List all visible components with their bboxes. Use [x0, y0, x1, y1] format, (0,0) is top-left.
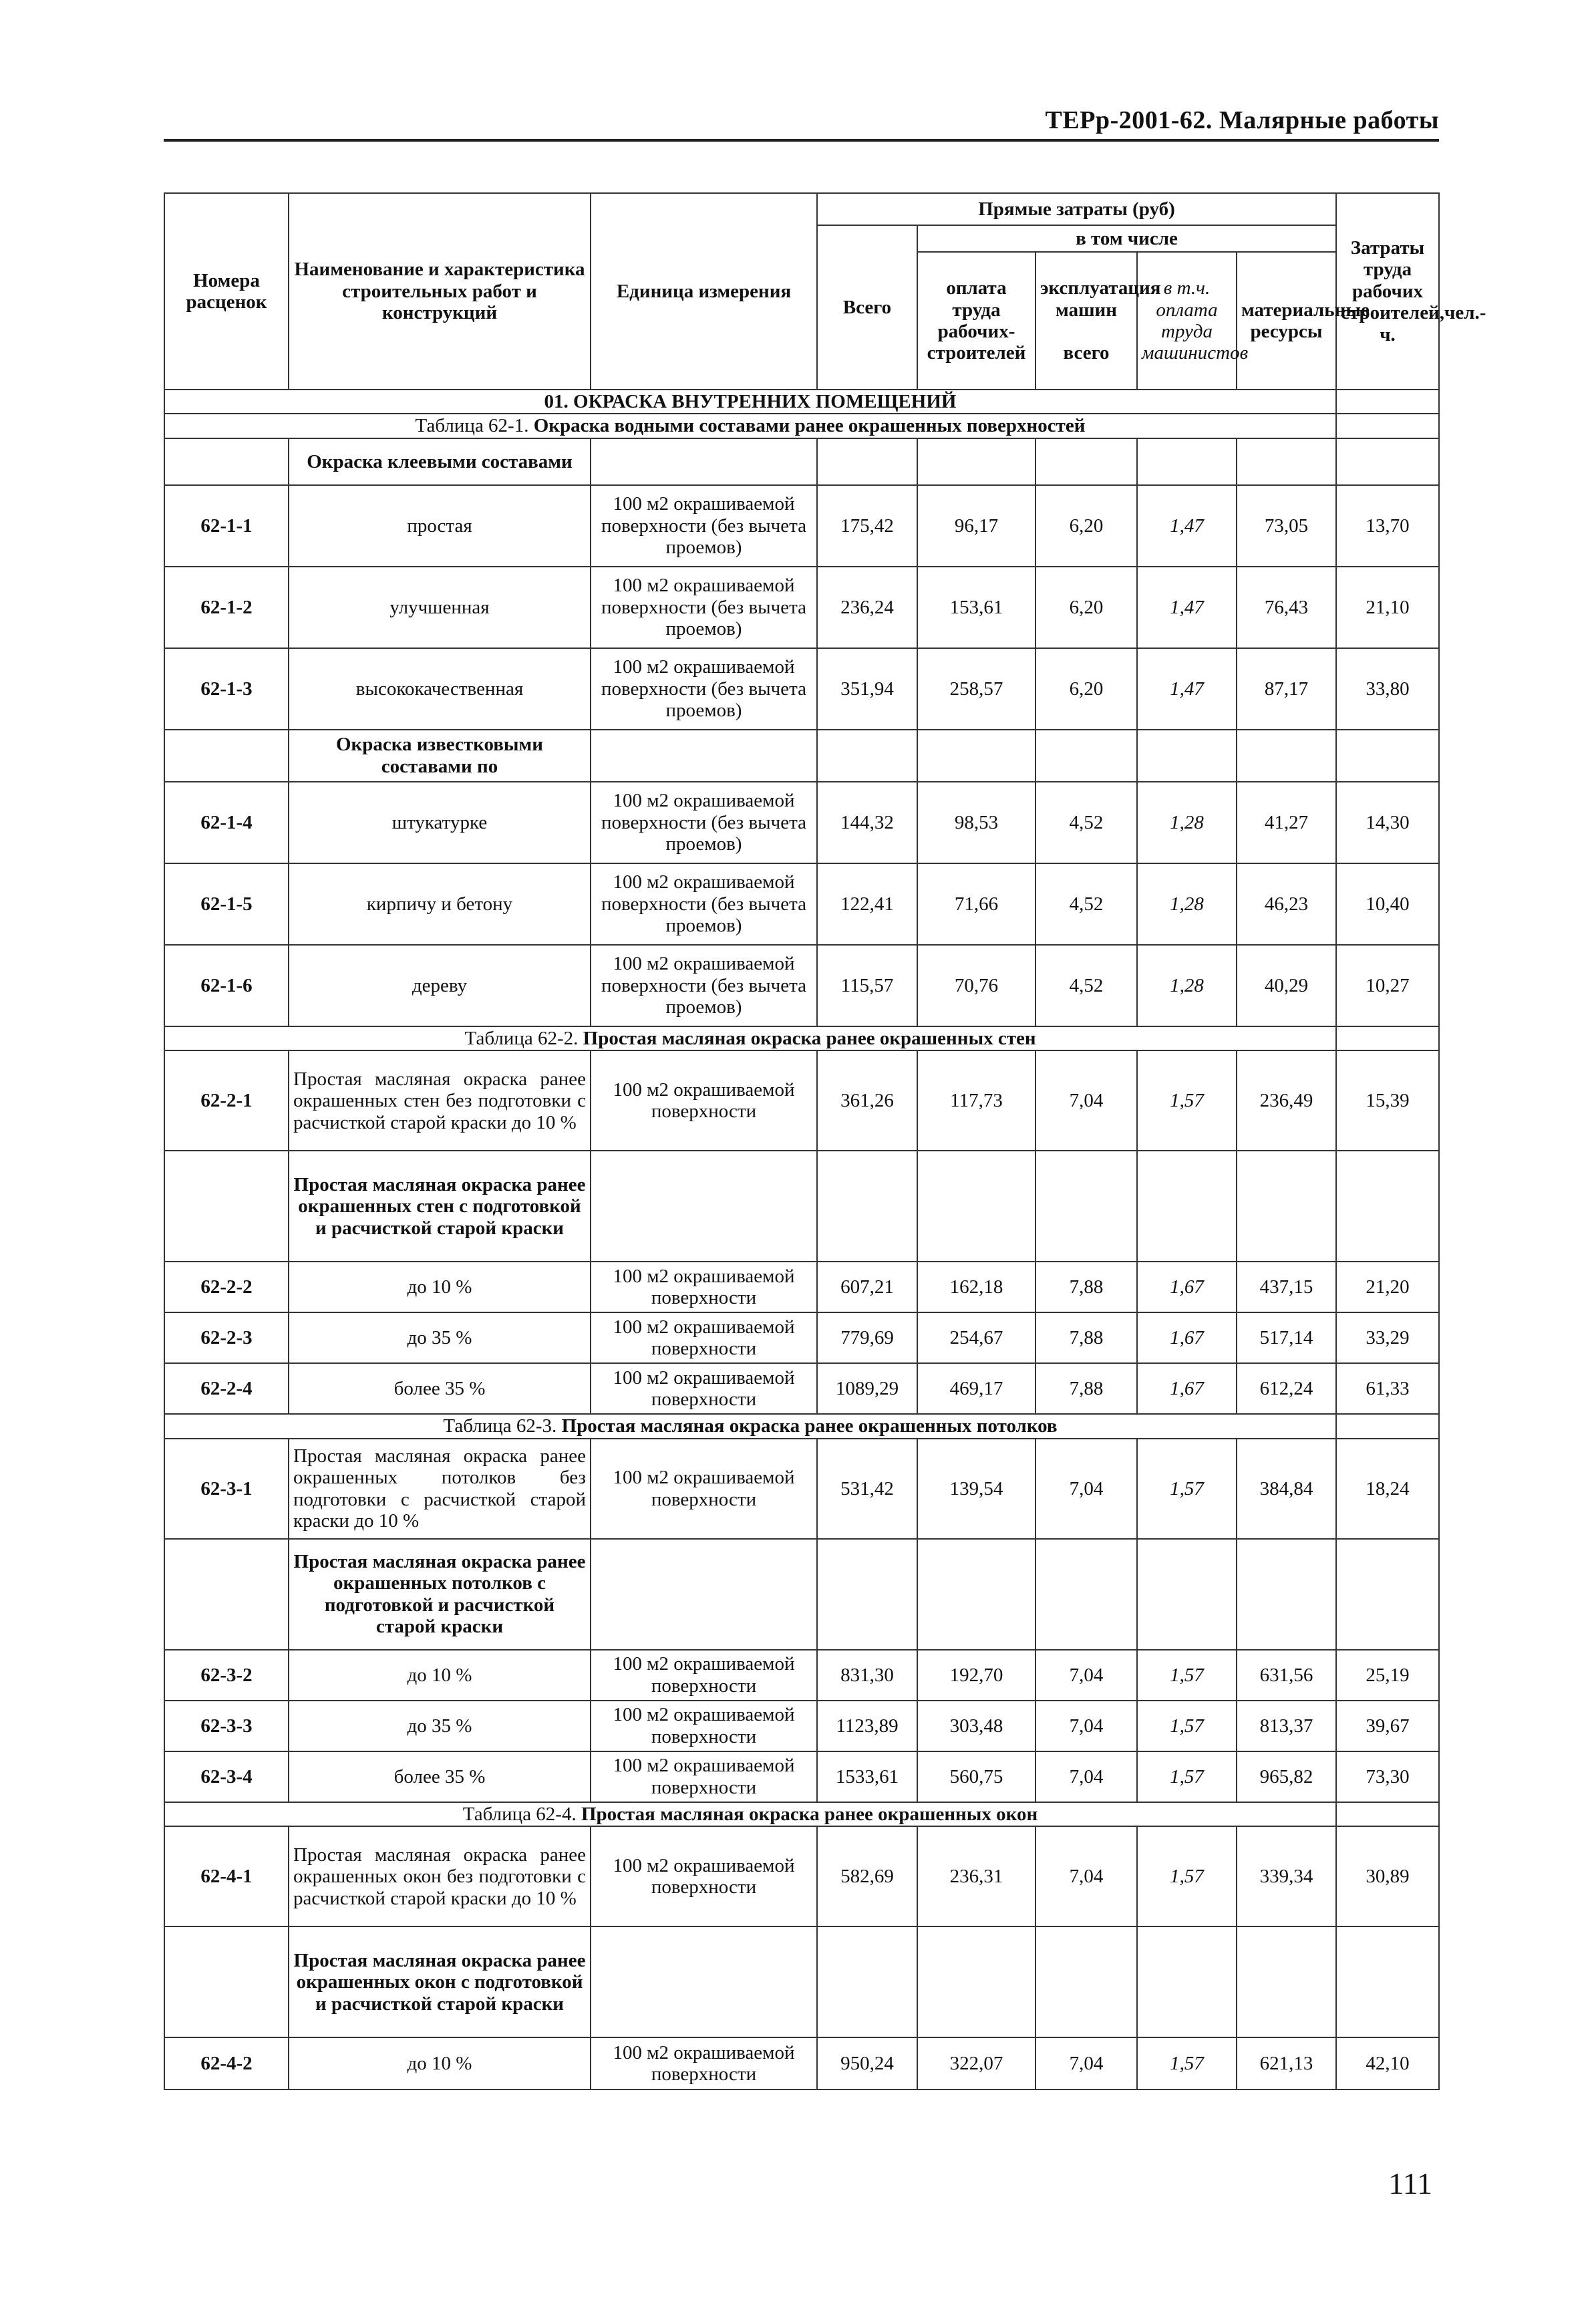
col-header-machines-total: всего — [1063, 342, 1110, 364]
machinists-cell: 1,28 — [1137, 945, 1237, 1026]
work-name: до 35 % — [289, 1701, 591, 1751]
col-header-incl: в том числе — [917, 225, 1336, 252]
materials-cell: 236,49 — [1237, 1050, 1336, 1151]
caption-prefix: Таблица 62-3. — [443, 1415, 562, 1437]
wages-cell: 469,17 — [917, 1363, 1035, 1414]
materials-cell: 87,17 — [1237, 648, 1336, 730]
labor-cell: 14,30 — [1336, 782, 1439, 863]
rate-code: 62-4-1 — [164, 1826, 289, 1926]
rate-code: 62-2-2 — [164, 1262, 289, 1312]
materials-cell: 813,37 — [1237, 1701, 1336, 1751]
empty-cell — [1336, 1414, 1439, 1438]
labor-cell: 73,30 — [1336, 1751, 1439, 1802]
machinists-cell: 1,67 — [1137, 1312, 1237, 1363]
empty-cell — [164, 1151, 289, 1262]
machines-cell: 7,04 — [1035, 1050, 1137, 1151]
wages-cell: 254,67 — [917, 1312, 1035, 1363]
rate-code: 62-1-2 — [164, 567, 289, 648]
table-row — [164, 1312, 1439, 1363]
rate-code: 62-4-2 — [164, 2037, 289, 2090]
materials-cell: 40,29 — [1237, 945, 1336, 1026]
rate-code: 62-3-2 — [164, 1650, 289, 1701]
unit-cell: 100 м2 окрашиваемой поверхности (без вычета проемов) — [591, 782, 817, 863]
wages-cell: 322,07 — [917, 2037, 1035, 2090]
unit-cell: 100 м2 окрашиваемой поверхности — [591, 1050, 817, 1151]
wages-cell: 70,76 — [917, 945, 1035, 1026]
table-row — [164, 1826, 1439, 1926]
machinists-cell: 1,47 — [1137, 567, 1237, 648]
total-cell: 831,30 — [817, 1650, 917, 1701]
materials-cell: 621,13 — [1237, 2037, 1336, 2090]
materials-cell: 612,24 — [1237, 1363, 1336, 1414]
materials-cell: 76,43 — [1237, 567, 1336, 648]
total-cell: 175,42 — [817, 485, 917, 567]
table-row — [164, 485, 1439, 567]
wages-cell: 162,18 — [917, 1262, 1035, 1312]
labor-cell: 39,67 — [1336, 1701, 1439, 1751]
col-header-labor: Затраты труда рабочих строителей,чел.-ч. — [1336, 193, 1439, 390]
machinists-cell: 1,57 — [1137, 2037, 1237, 2090]
machines-cell: 7,04 — [1035, 1701, 1137, 1751]
total-cell: 1533,61 — [817, 1751, 917, 1802]
materials-cell: 517,14 — [1237, 1312, 1336, 1363]
rate-code: 62-3-3 — [164, 1701, 289, 1751]
work-name: штукатурке — [289, 782, 591, 863]
caption-prefix: Таблица 62-2. — [464, 1027, 583, 1049]
machines-cell: 6,20 — [1035, 485, 1137, 567]
table-caption-62-3 — [164, 1414, 1336, 1438]
caption-title: Окраска водными составами ранее окрашенных поверхностей — [533, 415, 1086, 437]
rate-code: 62-1-3 — [164, 648, 289, 730]
machines-cell: 6,20 — [1035, 648, 1137, 730]
page-number: 111 — [1388, 2166, 1432, 2200]
col-header-code: Номера расценок — [164, 193, 289, 390]
machinists-cell: 1,57 — [1137, 1650, 1237, 1701]
wages-cell: 192,70 — [917, 1650, 1035, 1701]
price-table — [164, 192, 1486, 2090]
col-header-direct-costs: Прямые затраты (руб) — [817, 193, 1336, 225]
machines-cell: 4,52 — [1035, 863, 1137, 945]
section-title: 01. ОКРАСКА ВНУТРЕННИХ ПОМЕЩЕНИЙ — [164, 390, 1336, 414]
machinists-cell: 1,28 — [1137, 782, 1237, 863]
work-name: до 35 % — [289, 1312, 591, 1363]
wages-cell: 303,48 — [917, 1701, 1035, 1751]
machines-cell: 7,04 — [1035, 1650, 1137, 1701]
table-caption-62-2 — [164, 1026, 1336, 1050]
machinists-cell: 1,28 — [1137, 863, 1237, 945]
labor-cell: 25,19 — [1336, 1650, 1439, 1701]
total-cell: 607,21 — [817, 1262, 917, 1312]
total-cell: 351,94 — [817, 648, 917, 730]
machines-cell: 4,52 — [1035, 945, 1137, 1026]
unit-cell: 100 м2 окрашиваемой поверхности — [591, 1650, 817, 1701]
rate-code: 62-1-4 — [164, 782, 289, 863]
work-name: простая — [289, 485, 591, 567]
rate-code: 62-2-3 — [164, 1312, 289, 1363]
machinists-cell: 1,57 — [1137, 1826, 1237, 1926]
table-row — [164, 782, 1439, 863]
empty-cell — [164, 1926, 289, 2037]
total-cell: 582,69 — [817, 1826, 917, 1926]
unit-cell: 100 м2 окрашиваемой поверхности — [591, 2037, 817, 2090]
group-heading: Простая масляная окраска ранее окрашенных окон с подготовкой и расчисткой старой краски — [289, 1926, 591, 2037]
materials-cell: 437,15 — [1237, 1262, 1336, 1312]
empty-cell — [164, 730, 289, 782]
table-row — [164, 567, 1439, 648]
unit-cell: 100 м2 окрашиваемой поверхности — [591, 1701, 817, 1751]
wages-cell: 139,54 — [917, 1439, 1035, 1539]
empty-cell — [1336, 414, 1439, 438]
machinists-cell: 1,57 — [1137, 1701, 1237, 1751]
wages-cell: 236,31 — [917, 1826, 1035, 1926]
labor-cell: 21,20 — [1336, 1262, 1439, 1312]
work-name: более 35 % — [289, 1363, 591, 1414]
labor-cell: 10,40 — [1336, 863, 1439, 945]
col-header-machinists: в т.ч. оплата труда машинистов — [1137, 252, 1237, 390]
total-cell: 779,69 — [817, 1312, 917, 1363]
caption-title: Простая масляная окраска ранее окрашенных стен — [583, 1027, 1036, 1049]
labor-cell: 21,10 — [1336, 567, 1439, 648]
table-row — [164, 648, 1439, 730]
wages-cell: 96,17 — [917, 485, 1035, 567]
rate-code: 62-2-4 — [164, 1363, 289, 1414]
total-cell: 1089,29 — [817, 1363, 917, 1414]
labor-cell: 30,89 — [1336, 1826, 1439, 1926]
total-cell: 950,24 — [817, 2037, 917, 2090]
empty-cell — [1336, 1026, 1439, 1050]
labor-cell: 18,24 — [1336, 1439, 1439, 1539]
labor-cell: 61,33 — [1336, 1363, 1439, 1414]
machines-cell: 7,88 — [1035, 1363, 1137, 1414]
rate-code: 62-1-5 — [164, 863, 289, 945]
labor-cell: 15,39 — [1336, 1050, 1439, 1151]
wages-cell: 98,53 — [917, 782, 1035, 863]
table-row — [164, 1439, 1439, 1539]
unit-cell: 100 м2 окрашиваемой поверхности — [591, 1826, 817, 1926]
work-name: до 10 % — [289, 2037, 591, 2090]
work-name: Простая масляная окраска ранее окрашенных окон без подготовки с расчисткой старой краски до 10 % — [289, 1826, 591, 1926]
rate-code: 62-1-6 — [164, 945, 289, 1026]
table-row — [164, 863, 1439, 945]
empty-cell — [164, 438, 289, 485]
labor-cell: 13,70 — [1336, 485, 1439, 567]
empty-cell — [1336, 390, 1439, 414]
total-cell: 236,24 — [817, 567, 917, 648]
caption-prefix: Таблица 62-1. — [415, 415, 534, 437]
empty-cell — [1336, 1802, 1439, 1826]
work-name: дереву — [289, 945, 591, 1026]
wages-cell: 117,73 — [917, 1050, 1035, 1151]
work-name: высококачественная — [289, 648, 591, 730]
materials-cell: 41,27 — [1237, 782, 1336, 863]
rate-code: 62-3-1 — [164, 1439, 289, 1539]
work-name: Простая масляная окраска ранее окрашенных стен без подготовки с расчисткой старой краски до 10 % — [289, 1050, 591, 1151]
work-name: кирпичу и бетону — [289, 863, 591, 945]
col-header-wages: оплата труда рабочих-строителей — [917, 252, 1035, 390]
col-header-machines — [1035, 252, 1161, 390]
rate-code: 62-1-1 — [164, 485, 289, 567]
rate-code: 62-2-1 — [164, 1050, 289, 1151]
labor-cell: 10,27 — [1336, 945, 1439, 1026]
group-heading: Окраска клеевыми составами — [289, 438, 591, 485]
wages-cell: 71,66 — [917, 863, 1035, 945]
unit-cell: 100 м2 окрашиваемой поверхности (без вычета проемов) — [591, 945, 817, 1026]
labor-cell: 42,10 — [1336, 2037, 1439, 2090]
work-name: Простая масляная окраска ранее окрашенных потолков без подготовки с расчисткой старой краски до 10 % — [289, 1439, 591, 1539]
col-header-unit: Единица измерения — [591, 193, 817, 390]
machinists-cell: 1,67 — [1137, 1262, 1237, 1312]
total-cell: 144,32 — [817, 782, 917, 863]
caption-title: Простая масляная окраска ранее окрашенных потолков — [561, 1415, 1058, 1437]
unit-cell: 100 м2 окрашиваемой поверхности — [591, 1439, 817, 1539]
total-cell: 1123,89 — [817, 1701, 917, 1751]
machinists-cell: 1,57 — [1137, 1439, 1237, 1539]
table-row — [164, 1050, 1439, 1151]
work-name: до 10 % — [289, 1262, 591, 1312]
labor-cell: 33,80 — [1336, 648, 1439, 730]
machinists-cell: 1,47 — [1137, 485, 1237, 567]
total-cell: 531,42 — [817, 1439, 917, 1539]
table-row — [164, 2037, 1439, 2090]
unit-cell: 100 м2 окрашиваемой поверхности — [591, 1751, 817, 1802]
machines-cell: 7,04 — [1035, 1439, 1137, 1539]
table-row — [164, 1363, 1439, 1414]
materials-cell: 384,84 — [1237, 1439, 1336, 1539]
materials-cell: 631,56 — [1237, 1650, 1336, 1701]
materials-cell: 965,82 — [1237, 1751, 1336, 1802]
wages-cell: 258,57 — [917, 648, 1035, 730]
unit-cell: 100 м2 окрашиваемой поверхности — [591, 1363, 817, 1414]
empty-cell — [164, 1539, 289, 1650]
col-header-total: Всего — [817, 225, 917, 390]
group-heading: Простая масляная окраска ранее окрашенных стен с подготовкой и расчисткой старой краски — [289, 1151, 591, 1262]
table-row — [164, 1701, 1439, 1751]
table-row — [164, 1751, 1439, 1802]
caption-title: Простая масляная окраска ранее окрашенных окон — [581, 1803, 1038, 1825]
unit-cell: 100 м2 окрашиваемой поверхности — [591, 1312, 817, 1363]
work-name: более 35 % — [289, 1751, 591, 1802]
table-row — [164, 945, 1439, 1026]
document-header-title: ТЕРр-2001-62. Малярные работы — [1045, 106, 1439, 134]
machines-cell: 7,88 — [1035, 1262, 1137, 1312]
machinists-cell: 1,67 — [1137, 1363, 1237, 1414]
materials-cell: 46,23 — [1237, 863, 1336, 945]
wages-cell: 153,61 — [917, 567, 1035, 648]
machines-cell: 7,04 — [1035, 1751, 1137, 1802]
total-cell: 122,41 — [817, 863, 917, 945]
machines-cell: 7,88 — [1035, 1312, 1137, 1363]
unit-cell: 100 м2 окрашиваемой поверхности — [591, 1262, 817, 1312]
unit-cell: 100 м2 окрашиваемой поверхности (без вычета проемов) — [591, 863, 817, 945]
table-row — [164, 1262, 1439, 1312]
table-row — [164, 1650, 1439, 1701]
machinists-cell: 1,57 — [1137, 1050, 1237, 1151]
total-cell: 361,26 — [817, 1050, 917, 1151]
materials-cell: 73,05 — [1237, 485, 1336, 567]
rate-code: 62-3-4 — [164, 1751, 289, 1802]
machinists-cell: 1,57 — [1137, 1751, 1237, 1802]
group-heading: Окраска известковыми составами по — [289, 730, 591, 782]
header-rule — [164, 139, 1439, 142]
machines-cell: 7,04 — [1035, 2037, 1137, 2090]
total-cell: 115,57 — [817, 945, 917, 1026]
work-name: улучшенная — [289, 567, 591, 648]
col-header-materials: материальные ресурсы — [1237, 252, 1336, 390]
work-name: до 10 % — [289, 1650, 591, 1701]
col-header-machines-label: эксплуатация машин — [1040, 277, 1161, 321]
caption-prefix: Таблица 62-4. — [462, 1803, 581, 1825]
machines-cell: 4,52 — [1035, 782, 1137, 863]
unit-cell: 100 м2 окрашиваемой поверхности (без вычета проемов) — [591, 648, 817, 730]
table-caption-62-4 — [164, 1802, 1336, 1826]
wages-cell: 560,75 — [917, 1751, 1035, 1802]
table-caption-62-1 — [164, 414, 1336, 438]
col-header-name: Наименование и характеристика строительных работ и конструкций — [289, 193, 591, 390]
group-heading: Простая масляная окраска ранее окрашенных потолков с подготовкой и расчисткой старой краски — [289, 1539, 591, 1650]
machines-cell: 6,20 — [1035, 567, 1137, 648]
materials-cell: 339,34 — [1237, 1826, 1336, 1926]
unit-cell: 100 м2 окрашиваемой поверхности (без вычета проемов) — [591, 485, 817, 567]
unit-cell: 100 м2 окрашиваемой поверхности (без вычета проемов) — [591, 567, 817, 648]
machines-cell: 7,04 — [1035, 1826, 1137, 1926]
labor-cell: 33,29 — [1336, 1312, 1439, 1363]
machinists-cell: 1,47 — [1137, 648, 1237, 730]
